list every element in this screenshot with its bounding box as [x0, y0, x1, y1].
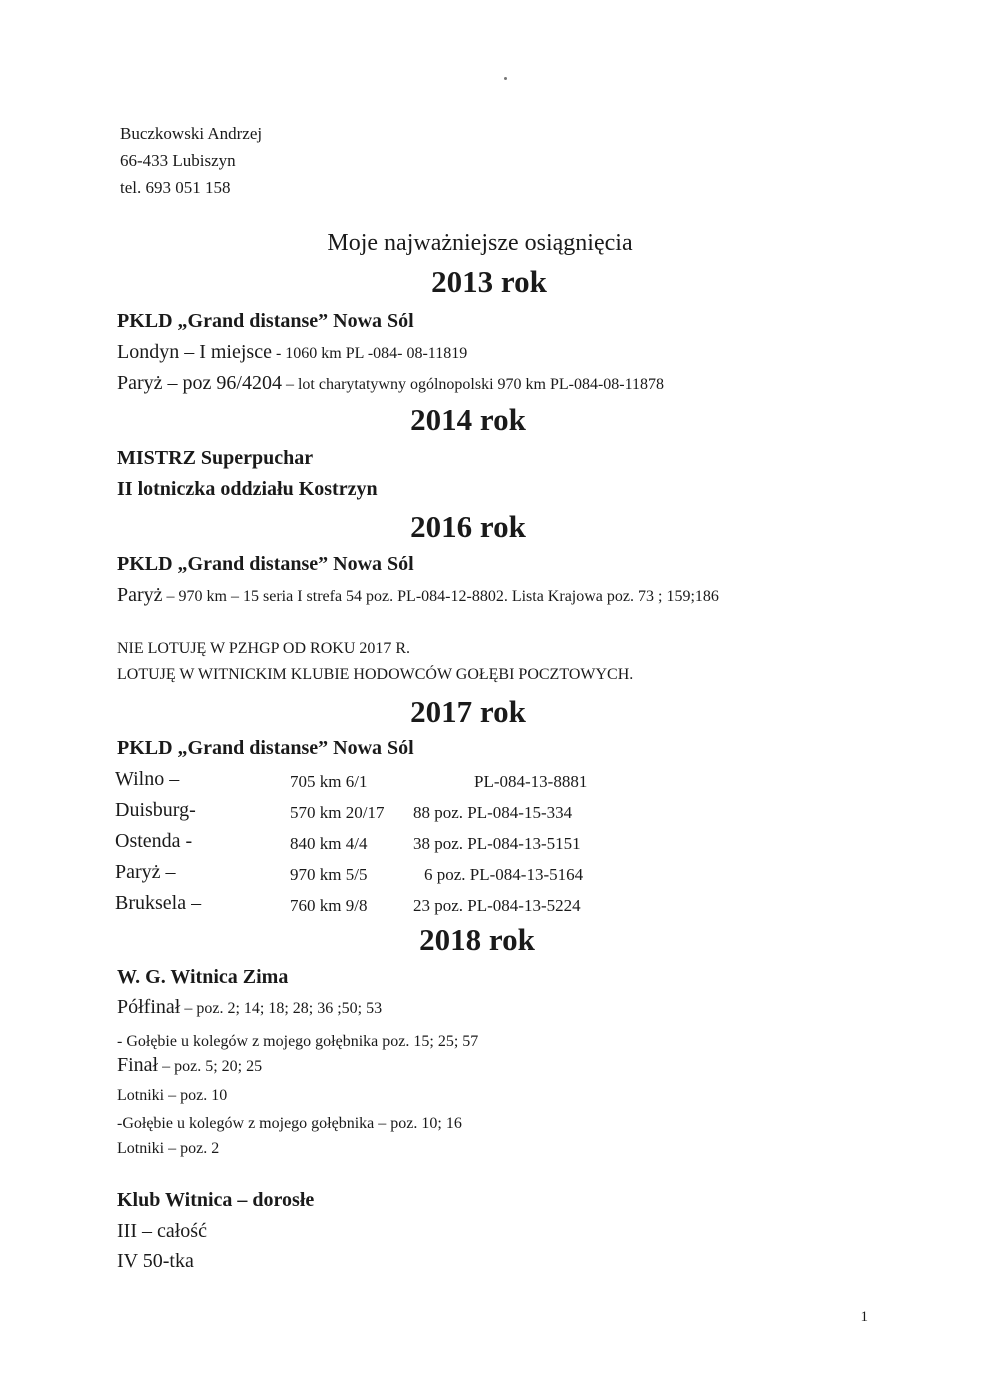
club-2013: PKLD „Grand distanse” Nowa Sól: [117, 310, 414, 332]
result-detail: – 970 km – 15 seria I strefa 54 poz. PL-084-12-8802. Lista Krajowa poz. 73 ; 159;186: [162, 588, 719, 605]
result-detail: – lot charytatywny ogólnopolski 970 km PL-084-08-11878: [281, 376, 665, 393]
result-label: Finał: [117, 1054, 159, 1076]
race-city: Ostenda -: [115, 830, 193, 852]
result-label: Paryż: [117, 584, 163, 606]
notice-line-2: LOTUJĘ W WITNICKIM KLUBIE HODOWCÓW GOŁĘBI POCZTOWYCH.: [117, 666, 634, 683]
result-label: Londyn – I miejsce: [117, 341, 272, 363]
race-city: Bruksela –: [115, 892, 202, 914]
year-heading-2014: 2014 rok: [410, 402, 526, 437]
result-flyers-b: Lotniki – poz. 2: [117, 1140, 220, 1157]
author-city: 66-433 Lubiszyn: [120, 151, 236, 170]
result-detail: – poz. 2; 14; 18; 28; 36 ;50; 53: [180, 1000, 383, 1017]
race-ring-code: 88 poz. PL-084-15-334: [413, 803, 573, 822]
page-number: 1: [860, 1309, 868, 1325]
club-2017: PKLD „Grand distanse” Nowa Sól: [117, 737, 414, 759]
result-label: Paryż – poz 96/4204: [117, 372, 282, 394]
result-overall: III – całość: [117, 1220, 207, 1242]
race-distance: 840 km 4/4: [290, 834, 368, 853]
year-heading-2013: 2013 rok: [431, 264, 547, 299]
race-distance: 570 km 20/17: [290, 803, 385, 822]
document-title: Moje najważniejsze osiągnięcia: [327, 230, 633, 256]
club-witnica-adults: Klub Witnica – dorosłe: [117, 1189, 315, 1211]
result-detail: – poz. 5; 20; 25: [158, 1058, 263, 1075]
race-city: Wilno –: [115, 768, 180, 790]
race-ring-code: 6 poz. PL-084-13-5164: [424, 865, 584, 884]
race-city: Duisburg-: [115, 799, 196, 821]
race-ring-code: PL-084-13-8881: [474, 772, 588, 791]
race-distance: 760 km 9/8: [290, 896, 368, 915]
result-paris-2013: [117, 372, 664, 395]
title-champion-2014: MISTRZ Superpuchar: [117, 447, 314, 469]
race-city: Paryż –: [115, 861, 176, 883]
result-final-2018: [117, 1054, 262, 1077]
club-2016: PKLD „Grand distanse” Nowa Sól: [117, 553, 414, 575]
result-semifinal-2018: [117, 996, 382, 1019]
race-ring-code: 23 poz. PL-084-13-5224: [413, 896, 581, 915]
result-label: Półfinał: [117, 996, 181, 1018]
race-distance: 970 km 5/5: [290, 865, 368, 884]
club-2018: W. G. Witnica Zima: [117, 966, 289, 988]
notice-line-1: NIE LOTUJĘ W PZHGP OD ROKU 2017 R.: [117, 640, 411, 657]
result-flyers-a: Lotniki – poz. 10: [117, 1087, 228, 1104]
year-heading-2017: 2017 rok: [410, 694, 526, 729]
result-colleagues-semifinal: - Gołębie u kolegów z mojego gołębnika poz. 15; 25; 57: [117, 1033, 479, 1050]
author-phone: tel. 693 051 158: [120, 178, 231, 197]
title-second-2014: II lotniczka oddziału Kostrzyn: [117, 478, 378, 500]
scan-speck: [504, 77, 507, 80]
result-fifty: IV 50-tka: [117, 1250, 194, 1272]
result-paris-2016: [117, 584, 719, 607]
result-colleagues-final: -Gołębie u kolegów z mojego gołębnika – poz. 10; 16: [117, 1115, 462, 1132]
race-distance: 705 km 6/1: [290, 772, 368, 791]
year-heading-2018: 2018 rok: [419, 922, 535, 957]
author-name: Buczkowski Andrzej: [120, 124, 263, 143]
year-heading-2016: 2016 rok: [410, 509, 526, 544]
result-detail: - 1060 km PL -084- 08-11819: [271, 345, 468, 362]
result-london-2013: [117, 341, 467, 364]
race-ring-code: 38 poz. PL-084-13-5151: [413, 834, 581, 853]
